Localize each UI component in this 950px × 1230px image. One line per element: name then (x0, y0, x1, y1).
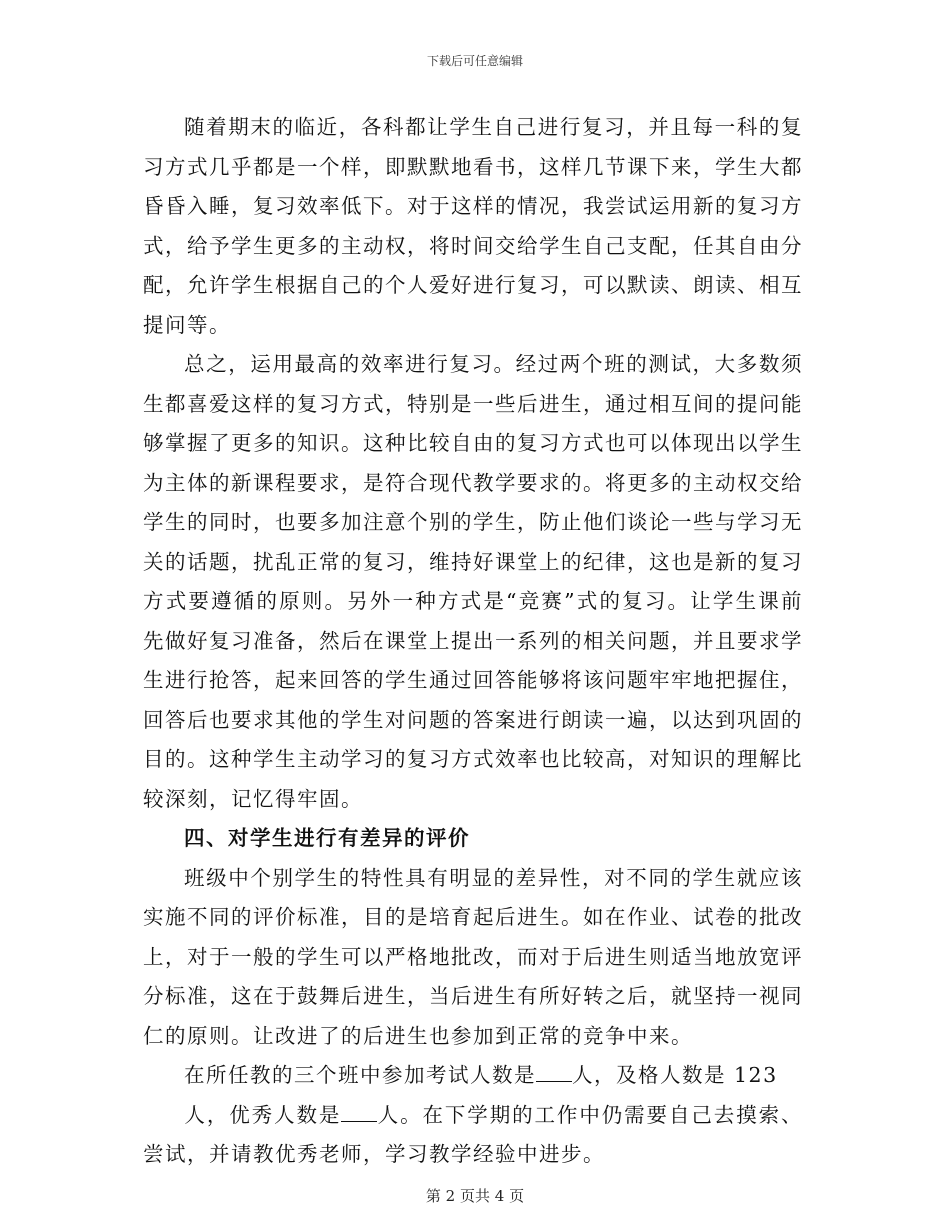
stats-text-1: 在所任教的三个班中参加考试人数是 (184, 1063, 536, 1087)
stats-text-4: 人。在下学期的工作中仍需要自己去摸索、尝试，并请教优秀老师，学习教学经验中进步。 (143, 1102, 804, 1166)
page-footer: 第 2 页共 4 页 (425, 1187, 525, 1205)
paragraph-exam-stats (143, 1056, 803, 1175)
paragraph-review-efficiency: 总之，运用最高的效率进行复习。经过两个班的测试，大多数须生都喜爱这样的复习方式，特别是一些后进生，通过相互间的提问能够掌握了更多的知识。这种比较自由的复习方式也可以体现出以学生为主体的新课程要求，是符合现代教学要求的。将更多的主动权交给学生的同时，也要多加注意个别的学生，防止他们谈论一些与学习无关的话题，扰乱正常的复习，维持好课堂上的纪律，这也是新的复习方式要遵循的原则。另外一种方式是“竞赛”式的复习。让学生课前先做好复习准备，然后在课堂上提出一系列的相关问题，并且要求学生进行抢答，起来回答的学生通过回答能够将该问题牢牢地把握住，回答后也要求其他的学生对问题的答案进行朗读一遍，以达到巩固的目的。这种学生主动学习的复习方式效率也比较高，对知识的理解比较深刻，记忆得牢固。 (143, 352, 803, 811)
paragraph-review-methods: 随着期末的临近，各科都让学生自己进行复习，并且每一科的复习方式几乎都是一个样，即默默地看书，这样几节课下来，学生大都昏昏入睡，复习效率低下。对于这样的情况，我尝试运用新的复习方式，给予学生更多的主动权，将时间交给学生自己支配，任其自由分配，允许学生根据自己的个人爱好进行复习，可以默读、朗读、相互提问等。 (143, 115, 803, 337)
paragraph-differentiated-evaluation: 班级中个别学生的特性具有明显的差异性，对不同的学生就应该实施不同的评价标准，目的是培育起后进生。如在作业、试卷的批改上，对于一般的学生可以严格地批改，而对于后进生则适当地放宽评分标准，这在于鼓舞后进生，当后进生有所好转之后，就坚持一视同仁的原则。让改进了的后进生也参加到正常的竞争中来。 (143, 865, 803, 1048)
blank-excellent (341, 1103, 377, 1122)
document-body (143, 108, 803, 1175)
stats-text-3: 人，优秀人数是 (184, 1102, 342, 1127)
stats-text-2: 人，及格人数是 123 (572, 1063, 778, 1087)
page-header: 下载后可任意编辑 (426, 54, 523, 68)
blank-participants (536, 1063, 572, 1082)
section-heading: 四、对学生进行有差异的评价 (184, 826, 470, 850)
